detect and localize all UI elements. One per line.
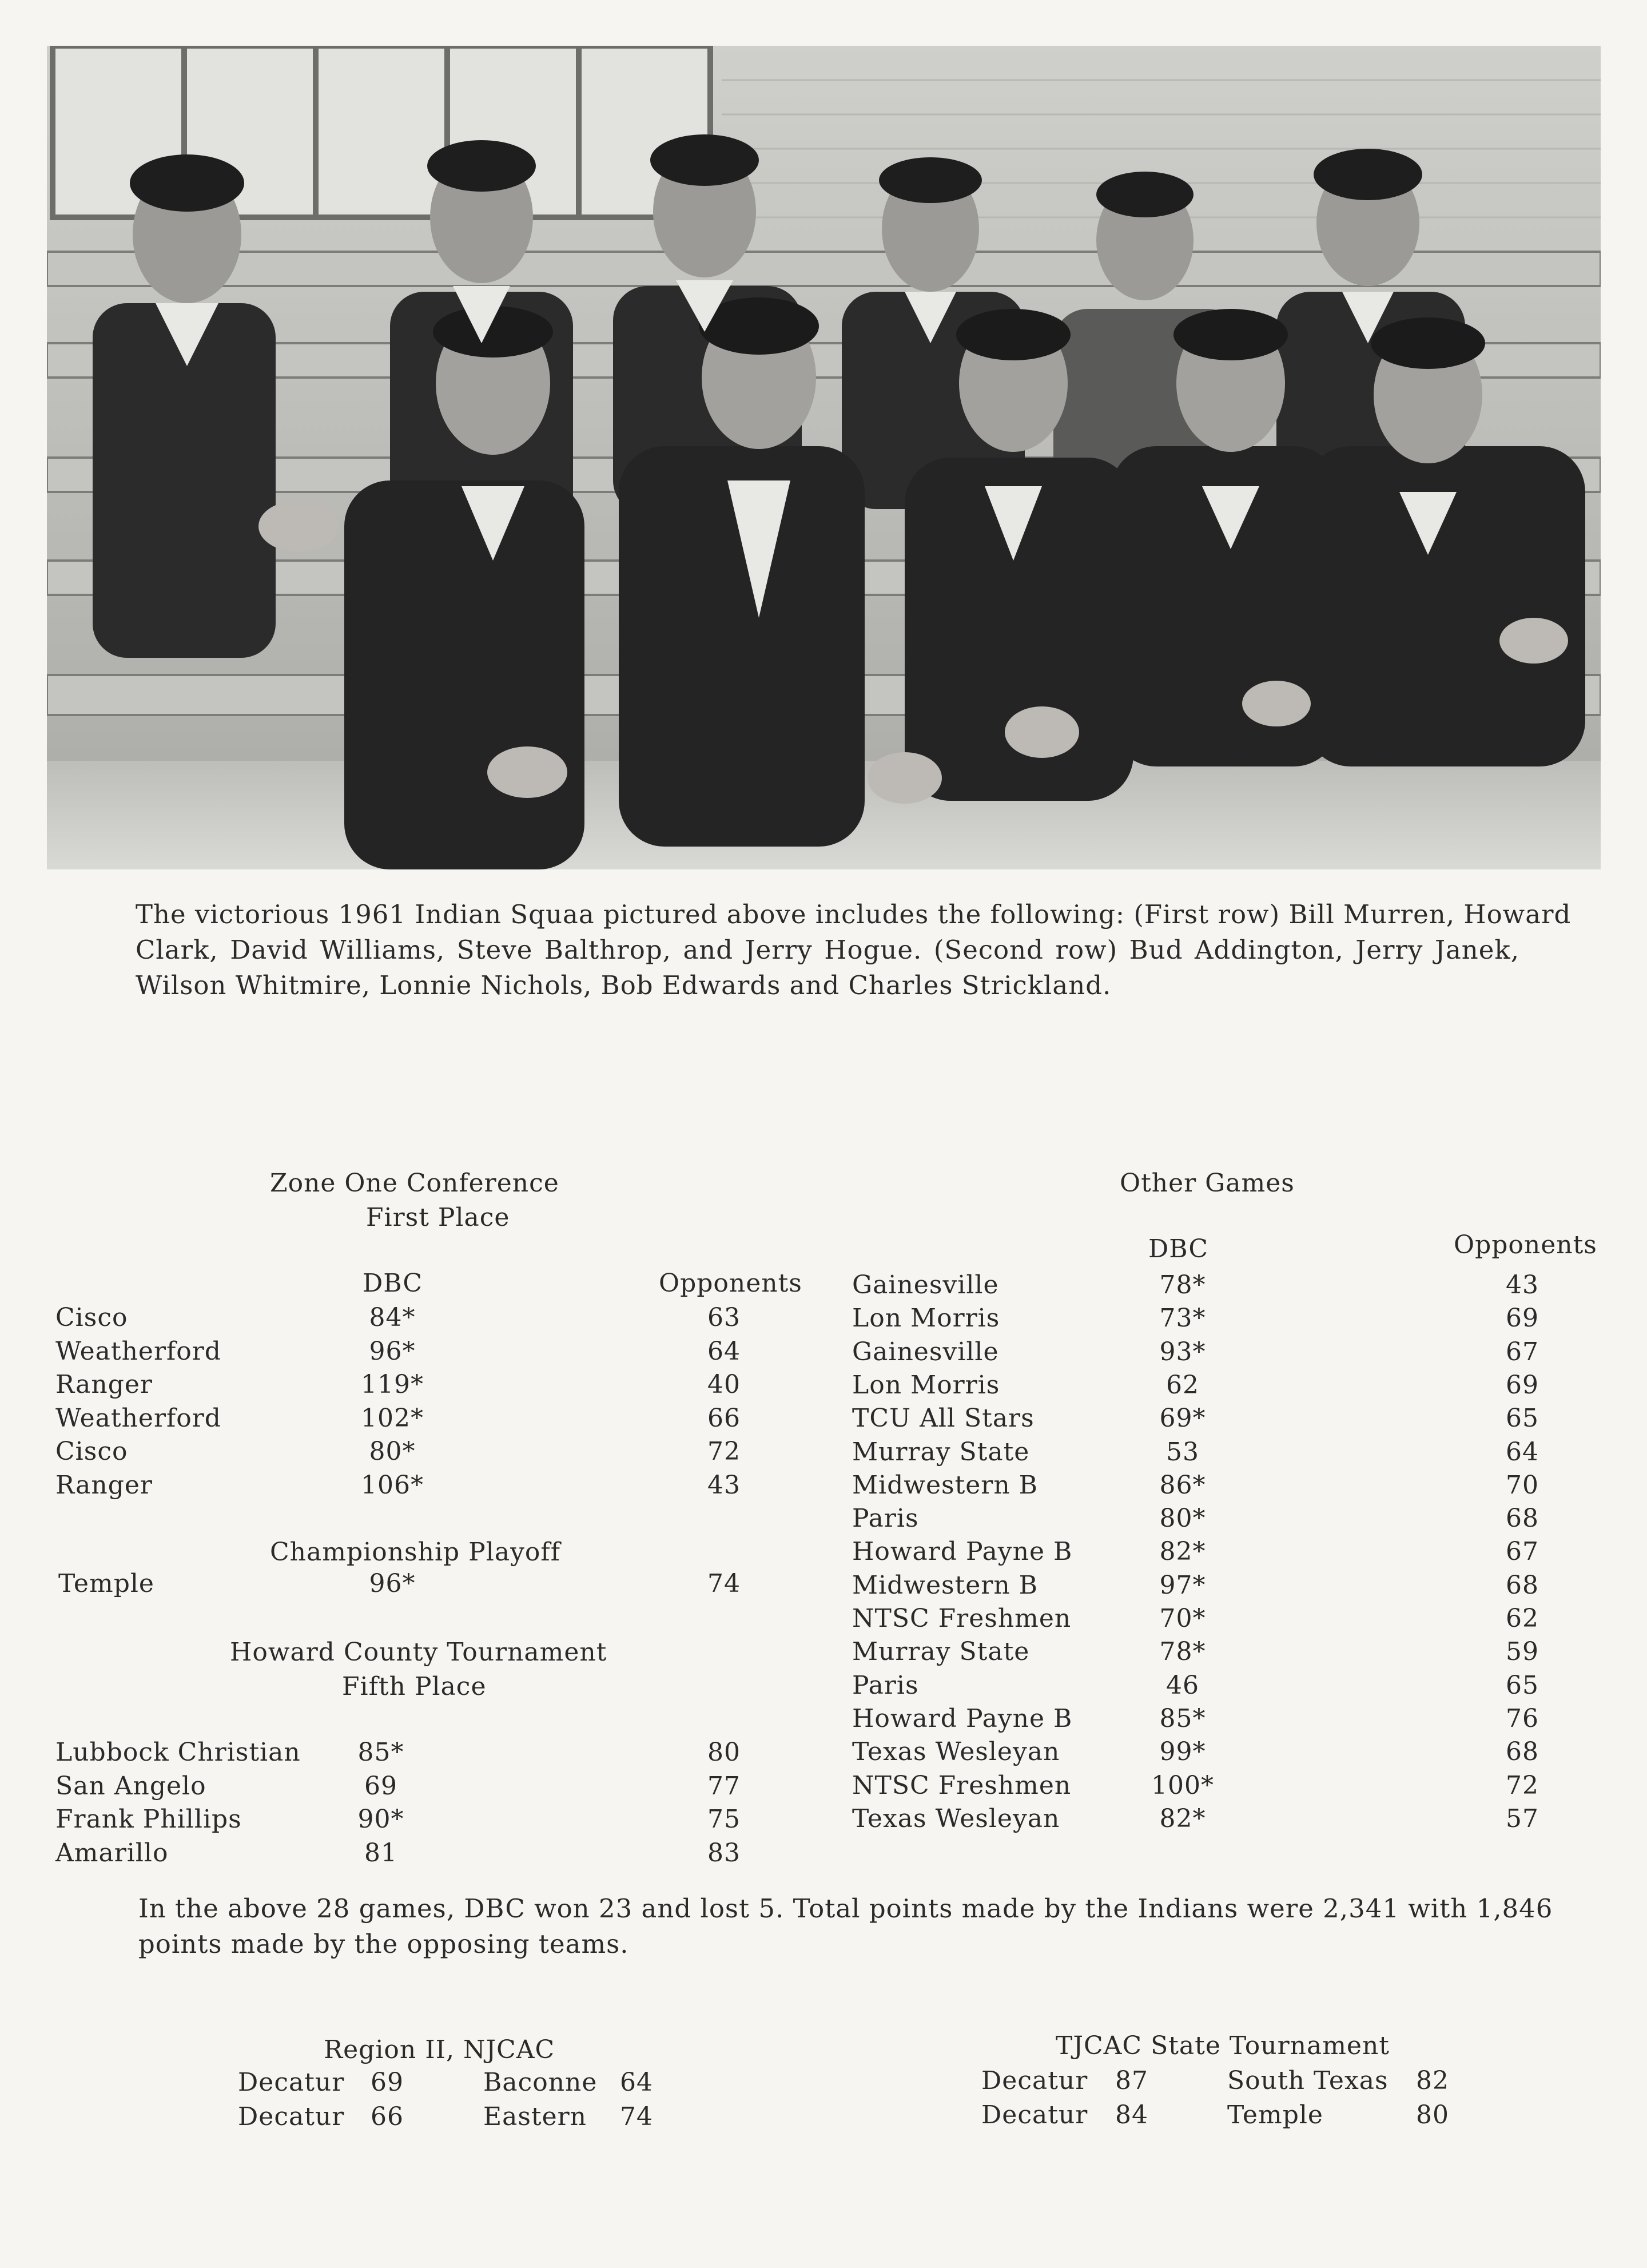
opponent-score: 66 [707, 1403, 741, 1433]
team-name: Paris [852, 1670, 919, 1700]
other-games-opponents-header: Opponents [1454, 1230, 1597, 1260]
opponent-score: 43 [1506, 1270, 1539, 1300]
team-name: Texas Wesleyan [852, 1804, 1060, 1833]
dbc-score: 90* [357, 1805, 404, 1834]
other-games-dbc-header: DBC [1148, 1234, 1209, 1264]
team-score: 69 [371, 2068, 404, 2097]
team-name: Midwestern B [852, 1570, 1038, 1600]
opponent-score: 62 [1506, 1604, 1539, 1633]
dbc-score: 100* [1151, 1770, 1214, 1800]
dbc-score: 102* [361, 1403, 424, 1433]
team-score: 87 [1115, 2066, 1148, 2095]
howard-county-subtitle: Fifth Place [342, 1672, 487, 1701]
team-name: Murray State [852, 1437, 1030, 1467]
dbc-score: 70* [1159, 1604, 1206, 1633]
caption-line-1: The victorious 1961 Indian Squaa pictured above includes the following: (First row) Bill Murren, Howard [136, 899, 1572, 930]
team-name: Ranger [55, 1470, 153, 1500]
dbc-score: 96* [369, 1569, 416, 1598]
howard-county-title: Howard County Tournament [230, 1638, 607, 1667]
opponent-score: 65 [1506, 1404, 1539, 1433]
opponent-score: 68 [1506, 1570, 1539, 1600]
team-name: Decatur [238, 2068, 345, 2097]
team-name: NTSC Freshmen [852, 1770, 1072, 1800]
zone-one-title: Zone One Conference [270, 1169, 559, 1198]
opponent-score: 43 [707, 1470, 741, 1500]
dbc-score: 85* [357, 1738, 404, 1767]
opponent-score: 40 [707, 1370, 741, 1399]
opponent-score: 83 [707, 1838, 741, 1868]
team-name: Texas Wesleyan [852, 1737, 1060, 1767]
team-name: Weatherford [55, 1336, 221, 1366]
team-name: Gainesville [852, 1337, 999, 1367]
dbc-score: 80* [1159, 1504, 1206, 1534]
team-name: Lon Morris [852, 1370, 1000, 1400]
zone-one-dbc-header: DBC [363, 1269, 423, 1298]
team-name: Weatherford [55, 1403, 221, 1433]
team-name: Lubbock Christian [55, 1738, 301, 1767]
opponent-score: 77 [707, 1771, 741, 1801]
dbc-score: 78* [1159, 1637, 1206, 1667]
dbc-score: 80* [369, 1437, 416, 1466]
team-score: 80 [1416, 2100, 1449, 2130]
team-name: Howard Payne B [852, 1703, 1073, 1733]
opponent-score: 75 [707, 1805, 741, 1834]
dbc-score: 82* [1159, 1537, 1206, 1567]
dbc-score: 84* [369, 1303, 416, 1332]
opponent-score: 69 [1506, 1370, 1539, 1400]
team-score: 82 [1416, 2066, 1449, 2095]
team-score: 84 [1115, 2100, 1148, 2130]
dbc-score: 69* [1159, 1404, 1206, 1433]
team-name: Eastern [483, 2102, 587, 2131]
team-score: 66 [371, 2102, 404, 2131]
dbc-score: 53 [1166, 1437, 1199, 1467]
dbc-score: 85* [1159, 1703, 1206, 1733]
opponent-score: 68 [1506, 1504, 1539, 1534]
opponent-score: 69 [1506, 1304, 1539, 1333]
opponent-score: 74 [707, 1569, 741, 1598]
team-score: 74 [620, 2102, 653, 2131]
team-name: San Angelo [55, 1771, 206, 1801]
dbc-score: 69 [364, 1771, 397, 1801]
opponent-score: 67 [1506, 1537, 1539, 1567]
team-name: Decatur [981, 2066, 1088, 2095]
team-name: TCU All Stars [852, 1404, 1035, 1433]
opponent-score: 64 [1506, 1437, 1539, 1467]
team-name: Cisco [55, 1437, 128, 1466]
team-name: Temple [58, 1569, 154, 1598]
team-name: Amarillo [55, 1838, 169, 1868]
dbc-score: 93* [1159, 1337, 1206, 1367]
opponent-score: 68 [1506, 1737, 1539, 1767]
opponent-score: 65 [1506, 1670, 1539, 1700]
zone-one-opponents-header: Opponents [659, 1269, 802, 1298]
summary-line-1: In the above 28 games, DBC won 23 and lost 5. Total points made by the Indians were 2,341 with 1,846 [138, 1893, 1553, 1924]
dbc-score: 73* [1159, 1304, 1206, 1333]
team-photo [47, 46, 1601, 869]
zone-one-subtitle: First Place [366, 1203, 510, 1232]
opponent-score: 64 [707, 1336, 741, 1366]
other-games-title: Other Games [1120, 1169, 1295, 1198]
team-name: NTSC Freshmen [852, 1604, 1072, 1633]
team-name: South Texas [1227, 2066, 1389, 2095]
summary-line-2: points made by the opposing teams. [138, 1929, 629, 1959]
opponent-score: 72 [707, 1437, 741, 1466]
dbc-score: 99* [1159, 1737, 1206, 1767]
opponent-score: 59 [1506, 1637, 1539, 1667]
dbc-score: 106* [361, 1470, 424, 1500]
dbc-score: 119* [361, 1370, 424, 1399]
team-name: Ranger [55, 1370, 153, 1399]
dbc-score: 81 [364, 1838, 397, 1868]
team-name: Temple [1227, 2100, 1323, 2130]
team-name: Frank Phillips [55, 1805, 242, 1834]
dbc-score: 62 [1166, 1370, 1199, 1400]
team-name: Decatur [238, 2102, 345, 2131]
team-name: Cisco [55, 1303, 128, 1332]
dbc-score: 78* [1159, 1270, 1206, 1300]
dbc-score: 82* [1159, 1804, 1206, 1833]
dbc-score: 96* [369, 1336, 416, 1366]
dbc-score: 46 [1166, 1670, 1199, 1700]
opponent-score: 63 [707, 1303, 741, 1332]
opponent-score: 57 [1506, 1804, 1539, 1833]
team-name: Howard Payne B [852, 1537, 1073, 1567]
opponent-score: 67 [1506, 1337, 1539, 1367]
caption-line-2: Clark, David Williams, Steve Balthrop, and Jerry Hogue. (Second row) Bud Addington, Jerry Janek, [136, 935, 1519, 965]
team-score: 64 [620, 2068, 653, 2097]
opponent-score: 70 [1506, 1470, 1539, 1500]
team-name: Paris [852, 1504, 919, 1534]
opponent-score: 80 [707, 1738, 741, 1767]
caption-line-3: Wilson Whitmire, Lonnie Nichols, Bob Edwards and Charles Strickland. [136, 970, 1112, 1000]
opponent-score: 76 [1506, 1703, 1539, 1733]
dbc-score: 97* [1159, 1570, 1206, 1600]
dbc-score: 86* [1159, 1470, 1206, 1500]
opponent-score: 72 [1506, 1770, 1539, 1800]
team-name: Murray State [852, 1637, 1030, 1667]
team-name: Gainesville [852, 1270, 999, 1300]
team-name: Decatur [981, 2100, 1088, 2130]
playoff-title: Championship Playoff [270, 1538, 560, 1567]
team-name: Midwestern B [852, 1470, 1038, 1500]
team-name: Lon Morris [852, 1304, 1000, 1333]
region-title: Region II, NJCAC [324, 2035, 555, 2064]
tjcac-title: TJCAC State Tournament [1056, 2031, 1390, 2060]
team-name: Baconne [483, 2068, 598, 2097]
